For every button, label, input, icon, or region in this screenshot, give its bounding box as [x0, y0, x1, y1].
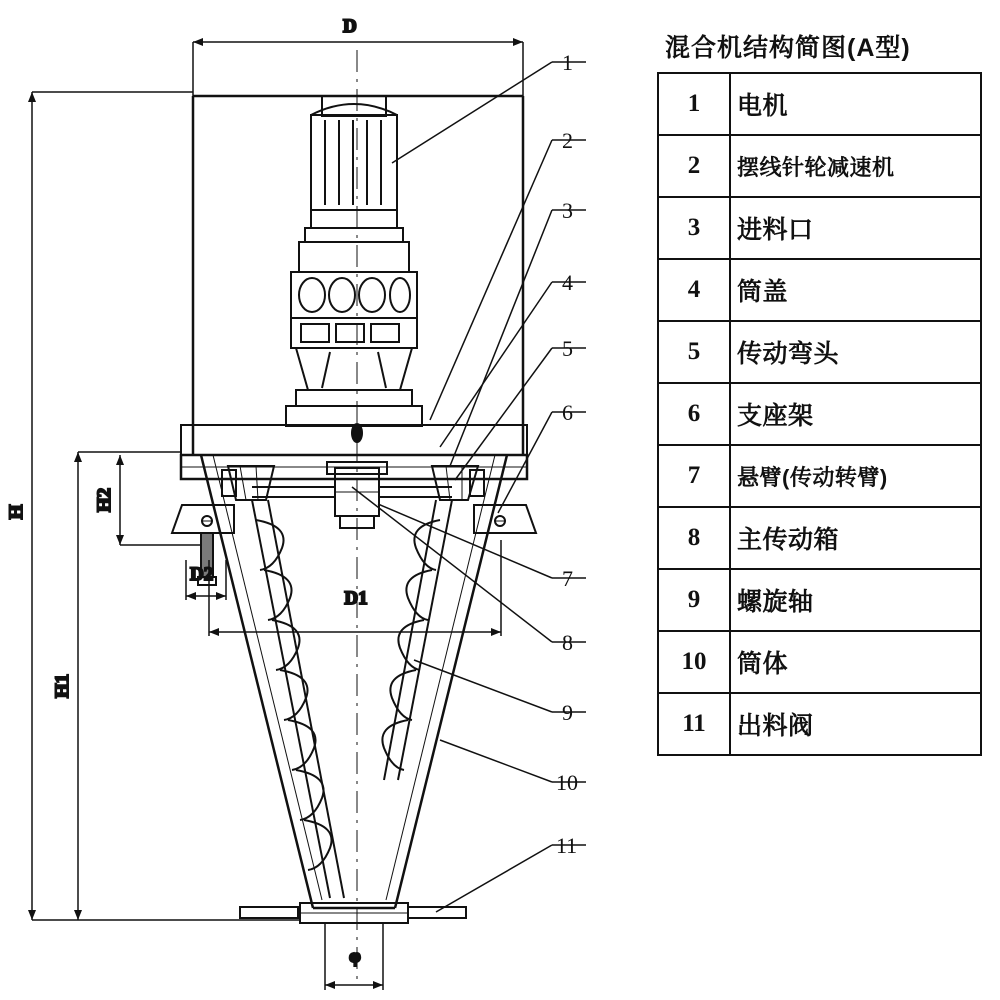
legend-label: 筒体: [730, 631, 981, 693]
callout-10: 10: [556, 770, 578, 795]
dimension-H2: [116, 455, 201, 545]
table-row: [658, 569, 981, 631]
table-row: [658, 259, 981, 321]
legend-number: 9: [658, 569, 730, 631]
legend-label: 支座架: [730, 383, 981, 445]
table-row: [658, 383, 981, 445]
center-marker: [352, 424, 362, 442]
table-row: [658, 73, 981, 135]
transmission-elbow-left: [222, 466, 274, 500]
legend-label: 进料口: [730, 197, 981, 259]
legend-number: 4: [658, 259, 730, 321]
legend-number: 2: [658, 135, 730, 197]
callout-8: 8: [562, 630, 573, 655]
dim-label-H2: H2: [94, 487, 115, 513]
cone-body: [201, 455, 507, 908]
dim-label-D1: D1: [344, 588, 368, 609]
legend-number: 6: [658, 383, 730, 445]
legend-number: 8: [658, 507, 730, 569]
dim-label-D2: D2: [190, 564, 214, 585]
table-row: [658, 507, 981, 569]
legend-label: 电机: [730, 73, 981, 135]
legend-number: 3: [658, 197, 730, 259]
dimension-top-width: [193, 38, 523, 96]
callout-2: 2: [562, 128, 573, 153]
screw-shaft-right: [382, 500, 452, 780]
legend-label: 悬臂(传动转臂): [730, 445, 981, 507]
reducer: [286, 228, 422, 426]
callout-11: 11: [556, 833, 578, 858]
support-bracket-left: [172, 505, 234, 533]
dim-label-phi: φ: [349, 946, 361, 967]
dim-label-H1: H1: [52, 673, 73, 699]
table-row: [658, 693, 981, 755]
cylinder-body: [193, 96, 523, 455]
legend-table: [657, 72, 982, 756]
table-row: [658, 445, 981, 507]
callout-3: 3: [562, 198, 573, 223]
table-row: [658, 135, 981, 197]
transmission-elbow-right: [432, 466, 484, 500]
table-row: [658, 197, 981, 259]
legend-number: 5: [658, 321, 730, 383]
legend-label: 螺旋轴: [730, 569, 981, 631]
legend-label: 出料阀: [730, 693, 981, 755]
table-row: [658, 321, 981, 383]
legend-number: 1: [658, 73, 730, 135]
legend-panel: [657, 28, 982, 756]
legend-number: 7: [658, 445, 730, 507]
legend-label: 主传动箱: [730, 507, 981, 569]
legend-label: 筒盖: [730, 259, 981, 321]
callout-9: 9: [562, 700, 573, 725]
table-row: [658, 631, 981, 693]
screw-shaft-left: [252, 500, 344, 898]
legend-label: 传动弯头: [730, 321, 981, 383]
motor: [311, 96, 397, 228]
dim-label-H: H: [6, 504, 27, 520]
callout-1: 1: [562, 50, 573, 75]
callout-5: 5: [562, 336, 573, 361]
dimension-H1: [74, 452, 181, 920]
legend-number: 11: [658, 693, 730, 755]
support-bracket-right: [474, 505, 536, 533]
legend-number: 10: [658, 631, 730, 693]
callout-7: 7: [562, 566, 573, 591]
callout-6: 6: [562, 400, 573, 425]
dimension-H: [28, 92, 300, 920]
callout-4: 4: [562, 270, 573, 295]
dim-label-D: D: [343, 16, 357, 37]
legend-label: 摆线针轮减速机: [730, 135, 981, 197]
legend-title: 混合机结构简图(A型): [665, 34, 911, 62]
